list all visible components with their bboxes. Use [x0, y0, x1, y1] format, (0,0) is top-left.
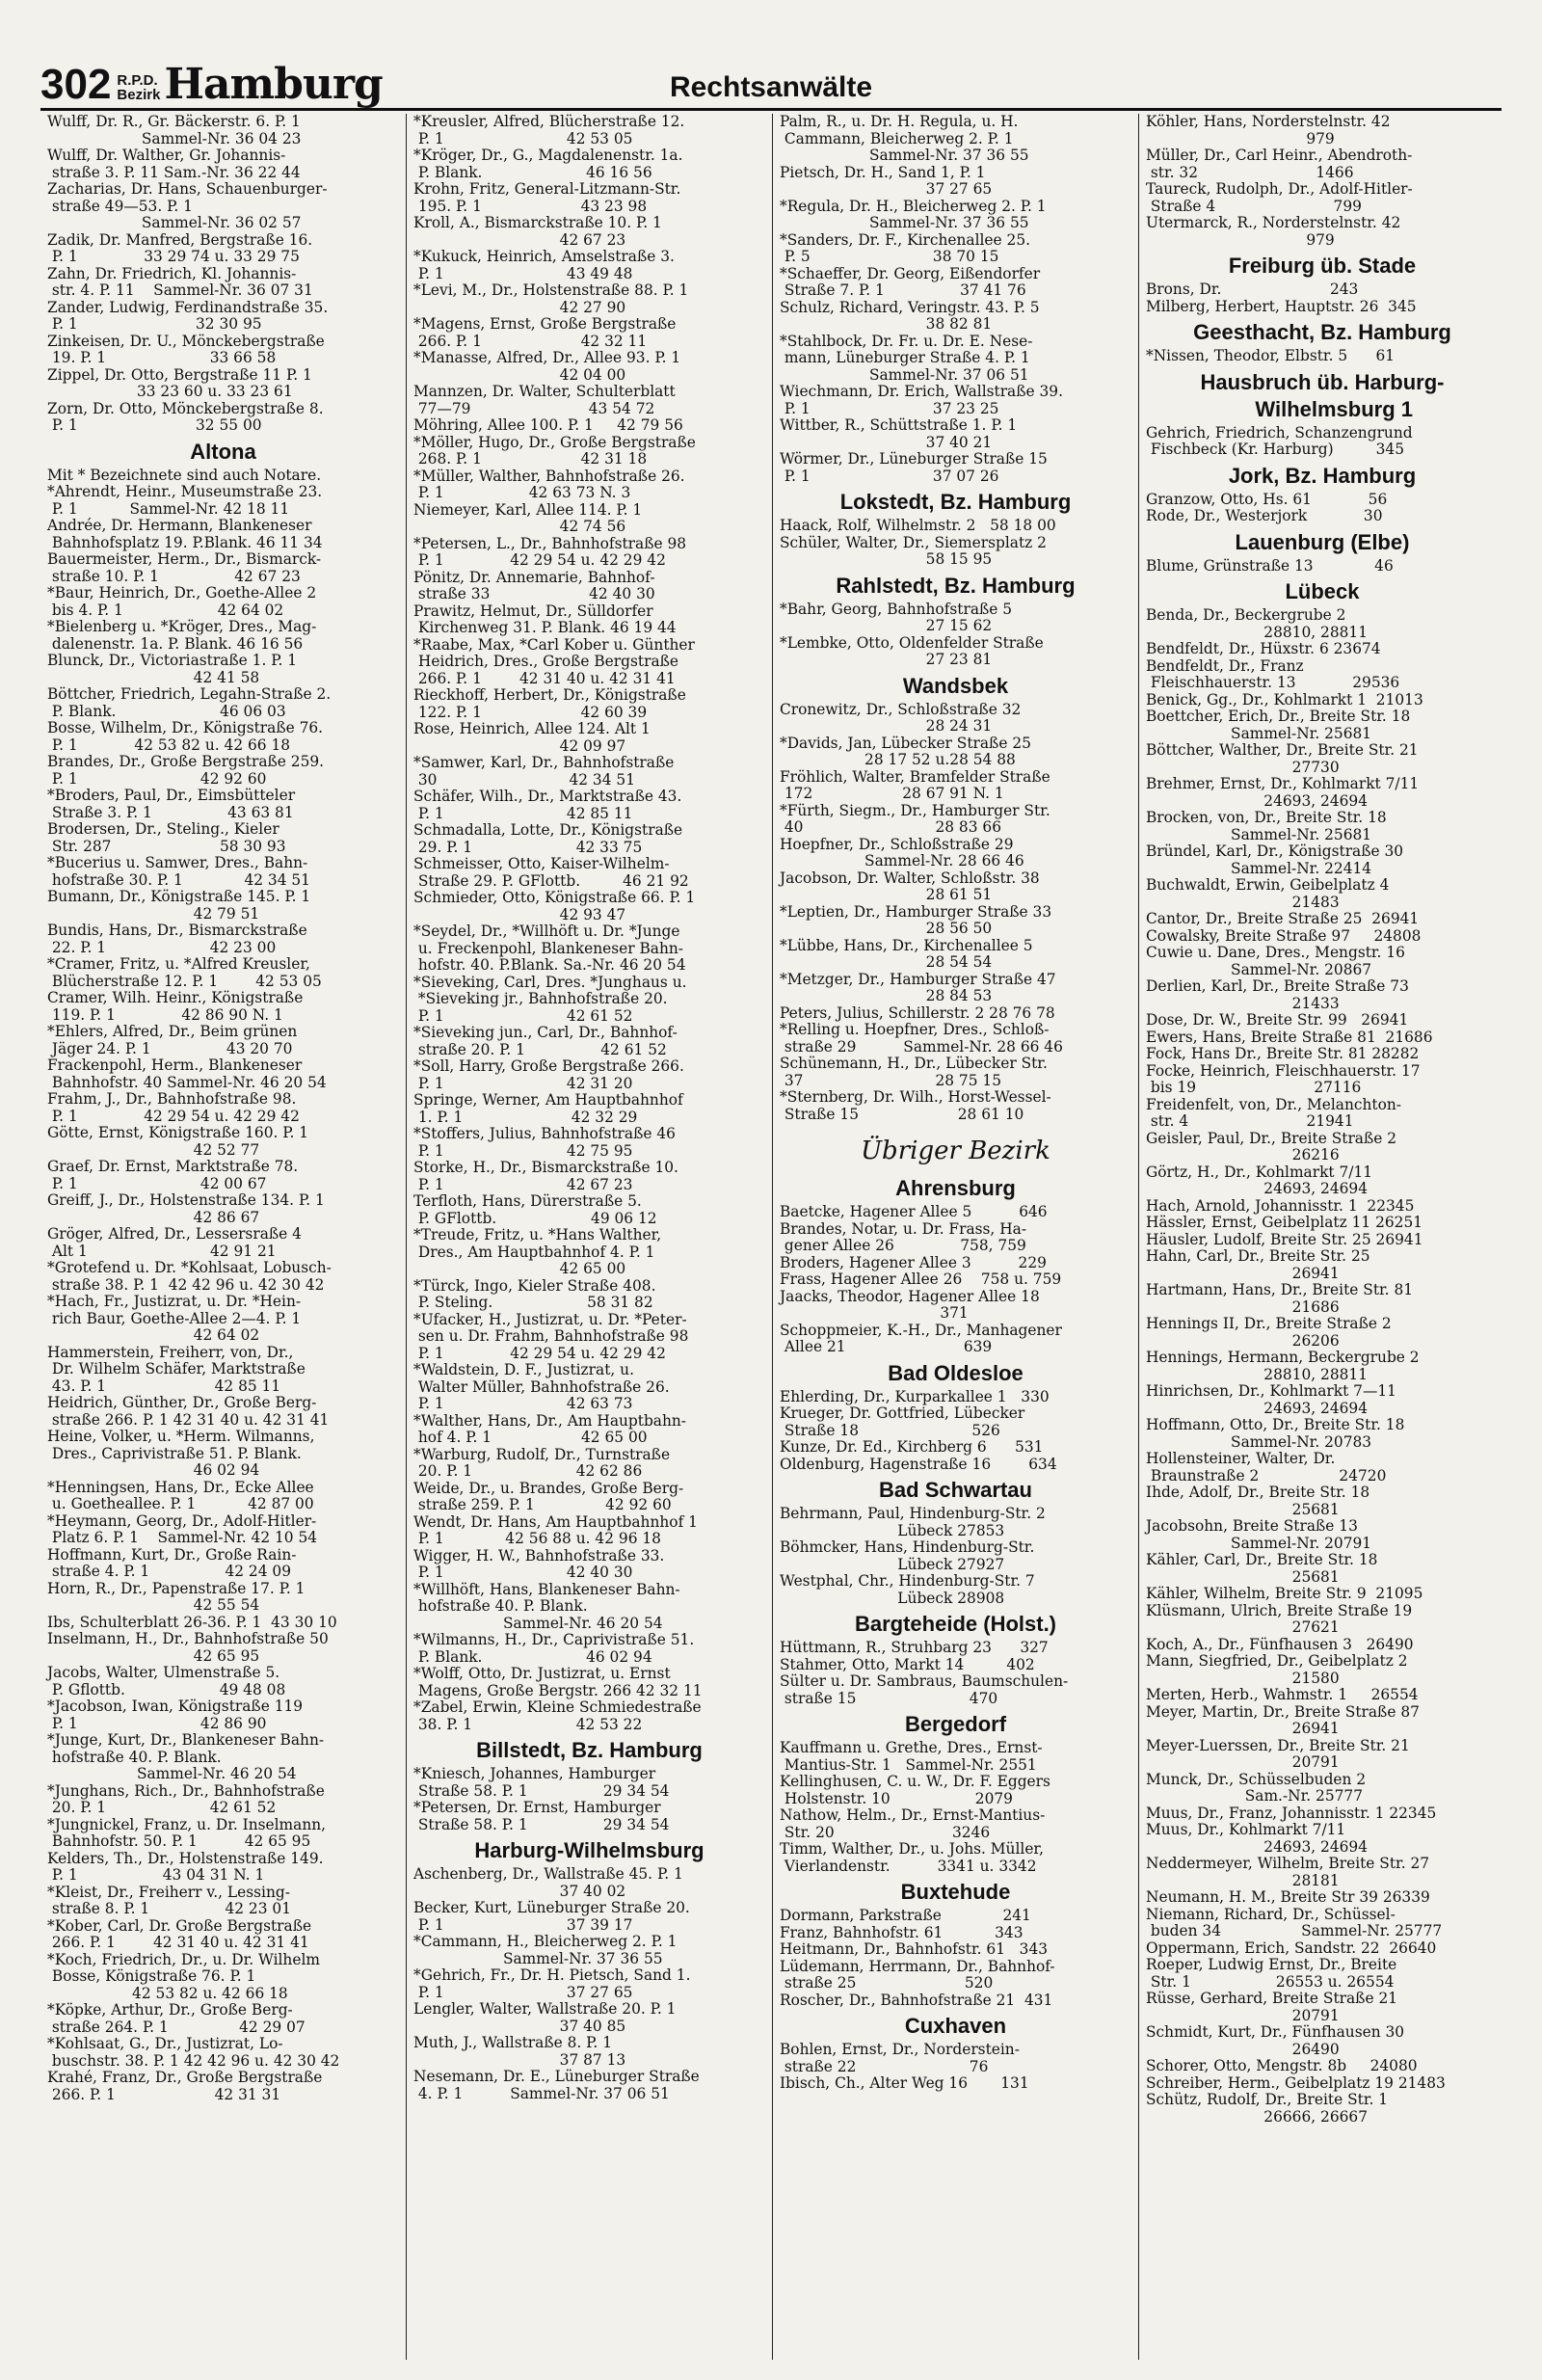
columns: [40, 114, 1505, 2360]
directory-entry: Häusler, Ludolf, Breite Str. 25 26941: [1146, 1230, 1423, 1248]
directory-entry: *Petersen, Dr. Ernst, Hamburger Straße 58. P. 1 29 34 54: [413, 1799, 670, 1833]
directory-entry: Böttcher, Friedrich, Legahn-Straße 2. P. Blank. 46 06 03: [47, 685, 332, 720]
directory-entry: *Ehlers, Alfred, Dr., Beim grünen Jäger 24. P. 1 43 20 70: [47, 1023, 298, 1057]
directory-entry: Boettcher, Erich, Dr., Breite Str. 18 Sammel-Nr. 25681: [1146, 708, 1411, 742]
place-heading: Lauenburg (Elbe): [1235, 529, 1410, 554]
directory-entry: Utermarck, R., Norderstelnstr. 42 979: [1146, 214, 1401, 249]
directory-entry: Greiff, J., Dr., Holstenstraße 134. P. 1 42 86 67: [47, 1191, 325, 1226]
section-title: Rechtsanwälte: [669, 71, 873, 103]
directory-entry: Cantor, Dr., Breite Straße 25 26941: [1146, 910, 1420, 927]
directory-entry: Dormann, Parkstraße 241: [780, 1907, 1031, 1924]
directory-entry: Kellinghusen, C. u. W., Dr. F. Eggers Holstenstr. 10 2079: [780, 1773, 1050, 1807]
directory-entry: Aschenberg, Dr., Wallstraße 45. P. 1 37 40 02: [413, 1865, 683, 1900]
directory-entry: *Wolff, Otto, Dr. Justizrat, u. Ernst Magens, Große Bergstr. 266 42 32 11: [413, 1665, 703, 1699]
directory-entry: *Kleist, Dr., Freiherr v., Lessing- straße 8. P. 1 42 23 01: [47, 1883, 291, 1917]
directory-entry: *Walther, Hans, Dr., Am Hauptbahn- hof 4. P. 1 42 65 00: [413, 1411, 687, 1446]
directory-entry: Schreiber, Herm., Geibelplatz 19 21483: [1146, 2073, 1446, 2092]
directory-entry: *Grotefend u. Dr. *Kohlsaat, Lobusch- straße 38. P. 1 42 42 96 u. 42 30 42: [47, 1259, 332, 1294]
directory-entry: Inselmann, H., Dr., Bahnhofstraße 50 42 65 95: [47, 1630, 329, 1665]
directory-entry: Palm, R., u. Dr. H. Regula, u. H. Cammann, Bleicherweg 2. P. 1 Sammel-Nr. 37 36 55: [780, 114, 1029, 164]
directory-entry: Peters, Julius, Schillerstr. 2 28 76 78: [780, 1003, 1055, 1022]
place-heading: Ahrensburg: [895, 1176, 1016, 1200]
page-number: 302: [40, 61, 112, 108]
place-heading: Geesthacht, Bz. Hamburg: [1193, 320, 1451, 344]
directory-entry: Westphal, Chr., Hindenburg-Str. 7 Lübeck 28908: [780, 1572, 1035, 1607]
directory-entry: Lüdemann, Herrmann, Dr., Bahnhof- straße 25 520: [780, 1957, 1055, 1992]
directory-entry: Freidenfelt, von, Dr., Melanchton- str. 4 21941: [1146, 1095, 1401, 1130]
directory-entry: Brandes, Notar, u. Dr. Frass, Ha- gener Allee 26 758, 759: [780, 1219, 1027, 1254]
directory-entry: Hinrichsen, Dr., Kohlmarkt 7—11 24693, 24694: [1146, 1382, 1396, 1417]
directory-entry: *Metzger, Dr., Hamburger Straße 47 28 84 53: [780, 970, 1056, 1004]
directory-entry: Krohn, Fritz, General-Litzmann-Str. 195. P. 1 43 23 98: [413, 180, 681, 215]
directory-entry: Brodersen, Dr., Steling., Kieler Str. 287 58 30 93: [47, 820, 286, 855]
directory-entry: Schütz, Rudolf, Dr., Breite Str. 1 26666, 26667: [1146, 2091, 1389, 2126]
directory-entry: Rose, Heinrich, Allee 124. Alt 1 42 09 97: [413, 720, 651, 755]
directory-entry: Cuwie u. Dane, Dres., Mengstr. 16 Sammel-Nr. 20867: [1146, 944, 1405, 978]
directory-entry: Hässler, Ernst, Geibelplatz 11 26251: [1146, 1214, 1423, 1231]
directory-entry: *Junge, Kurt, Dr., Blankeneser Bahn- hofstraße 40. P. Blank. Sammel-Nr. 46 20 54: [47, 1731, 325, 1782]
directory-entry: Koch, A., Dr., Fünfhausen 3 26490: [1146, 1635, 1414, 1653]
directory-entry: Jaacks, Theodor, Hagener Allee 18 371: [780, 1287, 1040, 1322]
directory-entry: *Henningsen, Hans, Dr., Ecke Allee u. Goetheallee. P. 1 42 87 00: [47, 1478, 314, 1512]
directory-entry: Heitmann, Dr., Bahnhofstr. 61 343: [780, 1940, 1049, 1958]
directory-entry: Oppermann, Erich, Sandstr. 22 26640: [1146, 1939, 1437, 1957]
directory-entry: *Jungnickel, Franz, u. Dr. Inselmann, Bahnhofstr. 50. P. 1 42 65 95: [47, 1815, 327, 1850]
directory-entry: Götte, Ernst, Königstraße 160. P. 1 42 52 77: [47, 1124, 309, 1159]
directory-entry: Frackenpohl, Herm., Blankeneser Bahnhofstr. 40 Sammel-Nr. 46 20 54: [47, 1056, 327, 1091]
directory-entry: *Manasse, Alfred, Dr., Allee 93. P. 1 42 04 00: [413, 349, 681, 384]
directory-entry: Sülter u. Dr. Sambraus, Baumschulen- straße 15 470: [780, 1672, 1069, 1707]
directory-entry: Rode, Dr., Westerjork 30: [1146, 507, 1383, 524]
directory-entry: Müller, Dr., Carl Heinr., Abendroth- str. 32 1466: [1146, 147, 1413, 181]
place-heading: Freiburg üb. Stade: [1228, 254, 1417, 278]
directory-entry: Frass, Hagener Allee 26 758 u. 759: [780, 1270, 1062, 1288]
directory-entry: Benda, Dr., Beckergrube 2 28810, 28811: [1146, 606, 1369, 641]
directory-entry: *Türck, Ingo, Kieler Straße 408. P. Steling. 58 31 82: [413, 1276, 656, 1311]
directory-entry: Weide, Dr., u. Brandes, Große Berg- straße 259. P. 1 42 92 60: [413, 1479, 684, 1513]
directory-entry: Benick, Gg., Dr., Kohlmarkt 1 21013: [1146, 690, 1423, 709]
bezirk-label: Bezirk: [117, 87, 161, 104]
directory-entry: Schorer, Otto, Mengstr. 8b 24080: [1146, 2057, 1418, 2074]
directory-entry: Neddermeyer, Wilhelm, Breite Str. 27 28181: [1146, 1855, 1430, 1889]
directory-entry: Wörmer, Dr., Lüneburger Straße 15 P. 1 37 07 26: [780, 450, 1048, 485]
directory-entry: Rieckhoff, Herbert, Dr., Königstraße 122. P. 1 42 60 39: [413, 686, 686, 721]
directory-entry: Roscher, Dr., Bahnhofstraße 21 431: [780, 1991, 1053, 2009]
directory-entry: Heine, Volker, u. *Herm. Wilmanns, Dres., Caprivistraße 51. P. Blank. 46 02 94: [47, 1428, 315, 1479]
directory-entry: Muus, Dr., Kohlmarkt 7/11 24693, 24694: [1146, 1821, 1369, 1856]
directory-entry: Bauermeister, Herm., Dr., Bismarck- straße 10. P. 1 42 67 23: [47, 550, 322, 585]
directory-entry: Fröhlich, Walter, Bramfelder Straße 172 28 67 91 N. 1: [780, 767, 1050, 802]
directory-entry: Wendt, Dr. Hans, Am Hauptbahnhof 1 P. 1 42 56 88 u. 42 96 18: [413, 1512, 698, 1547]
directory-entry: Wigger, H. W., Bahnhofstraße 33. P. 1 42 40 30: [413, 1546, 665, 1581]
directory-entry: Stahmer, Otto, Markt 14 402: [780, 1655, 1035, 1673]
directory-entry: Hoffmann, Kurt, Dr., Große Rain- straße 4. P. 1 42 24 09: [47, 1545, 297, 1580]
place-heading: Lübeck: [1285, 579, 1360, 603]
directory-entry: *Leptien, Dr., Hamburger Straße 33 28 56 50: [780, 902, 1052, 937]
directory-entry: Schüler, Walter, Dr., Siemersplatz 2 58 15 95: [780, 533, 1047, 568]
directory-entry: Zinkeisen, Dr. U., Mönckebergstraße 19. P. 1 33 66 58: [47, 332, 325, 366]
column-2: [407, 114, 773, 2360]
directory-entry: Geisler, Paul, Dr., Breite Straße 2 26216: [1146, 1129, 1397, 1163]
directory-entry: Kunze, Dr. Ed., Kirchberg 6 531: [780, 1438, 1044, 1456]
directory-entry: Lengler, Walter, Wallstraße 20. P. 1 37 40 85: [413, 2000, 677, 2035]
directory-entry: Schmidt, Kurt, Dr., Fünfhausen 30 26490: [1146, 2023, 1405, 2058]
directory-entry: Jacobsohn, Breite Straße 13 Sammel-Nr. 20791: [1146, 1517, 1372, 1552]
directory-entry: *Seydel, Dr., *Willhöft u. Dr. *Junge u. Freckenpohl, Blankeneser Bahn- hofstr. 40. P.Blank. Sa.-Nr. 46 20 54: [413, 923, 686, 974]
place-heading: Lokstedt, Bz. Hamburg: [839, 490, 1072, 514]
column-4: [1139, 114, 1505, 2360]
directory-entry: Dose, Dr. W., Breite Str. 99 26941: [1146, 1011, 1409, 1029]
directory-entry: Kelders, Th., Dr., Holstenstraße 149. P. 1 43 04 31 N. 1: [47, 1849, 324, 1884]
directory-entry: Gröger, Alfred, Dr., Lessersraße 4 Alt 1 42 91 21: [47, 1225, 302, 1260]
directory-entry: Nesemann, Dr. E., Lüneburger Straße 4. P. 1 Sammel-Nr. 37 06 51: [413, 2068, 700, 2102]
place-heading: Bargteheide (Holst.): [854, 1612, 1057, 1636]
directory-entry: Niemann, Richard, Dr., Schüssel- buden 34 Sammel-Nr. 25777: [1146, 1905, 1443, 1939]
directory-entry: Hennings, Hermann, Beckergrube 2 28810, 28811: [1146, 1349, 1420, 1383]
directory-entry: Milberg, Herbert, Hauptstr. 26 345: [1146, 297, 1417, 315]
directory-entry: Muth, J., Wallstraße 8. P. 1 37 87 13: [413, 2034, 626, 2069]
directory-entry: *Stahlbock, Dr. Fr. u. Dr. E. Nese- mann, Lüneburger Straße 4. P. 1 Sammel-Nr. 37 06 51: [780, 332, 1033, 384]
directory-entry: *Heymann, Georg, Dr., Adolf-Hitler- Platz 6. P. 1 Sammel-Nr. 42 10 54: [47, 1511, 318, 1546]
directory-entry: *Sieveking, Carl, Dres. *Junghaus u. *Sieveking jr., Bahnhofstraße 20. P. 1 42 61 52: [413, 973, 687, 1025]
directory-entry: Broders, Hagener Allee 3 229: [780, 1253, 1047, 1271]
directory-entry: Niemeyer, Karl, Allee 114. P. 1 42 74 56: [413, 500, 643, 535]
directory-entry: *Petersen, L., Dr., Bahnhofstraße 98 P. 1 42 29 54 u. 42 29 42: [413, 534, 687, 569]
place-heading: Buxtehude: [900, 1880, 1011, 1904]
header-rule: [40, 108, 1502, 111]
directory-entry: Behrmann, Paul, Hindenburg-Str. 2 Lübeck 27853: [780, 1505, 1046, 1539]
directory-entry: Krahé, Franz, Dr., Große Bergstraße 266. P. 1 42 31 31: [47, 2069, 323, 2103]
directory-entry: *Müller, Walther, Bahnhofstraße 26. P. 1 42 63 73 N. 3: [413, 467, 685, 501]
directory-entry: Heidrich, Günther, Dr., Große Berg- straße 266. P. 1 42 31 40 u. 42 31 41: [47, 1394, 330, 1429]
directory-entry: Mann, Siegfried, Dr., Geibelplatz 2 21580: [1146, 1652, 1408, 1687]
directory-entry: *Treude, Fritz, u. *Hans Walther, Dres., Am Hauptbahnhof 4. P. 1 42 65 00: [413, 1226, 662, 1277]
directory-entry: Ibisch, Ch., Alter Weg 16 131: [780, 2074, 1029, 2092]
place-heading: Cuxhaven: [904, 2014, 1007, 2038]
directory-entry: *Davids, Jan, Lübecker Straße 25 28 17 52 u.28 54 88: [780, 734, 1031, 768]
directory-entry: Haack, Rolf, Wilhelmstr. 2 58 18 00: [780, 517, 1056, 534]
directory-entry: *Kniesch, Johannes, Hamburger Straße 58. P. 1 29 34 54: [413, 1765, 670, 1800]
directory-entry: Klüsmann, Ulrich, Breite Straße 19 27621: [1146, 1601, 1413, 1636]
directory-entry: *Soll, Harry, Große Bergstraße 266. P. 1 42 31 20: [413, 1057, 684, 1092]
directory-entry: Meyer-Luerssen, Dr., Breite Str. 21 20791: [1146, 1736, 1410, 1771]
rpd-label: R.P.D.: [117, 71, 158, 89]
directory-entry: Ewers, Hans, Breite Straße 81 21686: [1146, 1028, 1433, 1046]
directory-entry: *Relling u. Hoepfner, Dres., Schloß- straße 29 Sammel-Nr. 28 66 46: [780, 1021, 1063, 1056]
directory-entry: Granzow, Otto, Hs. 61 56: [1146, 490, 1388, 508]
directory-entry: Fock, Hans Dr., Breite Str. 81 28282: [1146, 1045, 1420, 1062]
directory-entry: Brehmer, Ernst, Dr., Kohlmarkt 7/11 24693, 24694: [1146, 775, 1420, 810]
place-heading: Bergedorf: [904, 1712, 1007, 1736]
directory-entry: Kähler, Carl, Dr., Breite Str. 18 25681: [1146, 1551, 1378, 1586]
directory-entry: Ibs, Schulterblatt 26-36. P. 1 43 30 10: [47, 1613, 337, 1631]
directory-entry: *Möller, Hugo, Dr., Große Bergstraße 268. P. 1 42 31 18: [413, 433, 696, 468]
place-heading: Rahlstedt, Bz. Hamburg: [836, 573, 1076, 598]
directory-entry: Blume, Grünstraße 13 46: [1146, 556, 1394, 575]
directory-entry: *Bahr, Georg, Bahnhofstraße 5 27 15 62: [780, 600, 1013, 634]
directory-entry: Prawitz, Helmut, Dr., Sülldorfer Kirchenweg 31. P. Blank. 46 19 44: [413, 602, 677, 636]
directory-entry: *Samwer, Karl, Dr., Bahnhofstraße 30 42 34 51: [413, 754, 675, 789]
directory-entry: Wiechmann, Dr. Erich, Wallstraße 39. P. 1 37 23 25: [780, 383, 1063, 417]
directory-entry: *Broders, Paul, Dr., Eimsbütteler Straße 3. P. 1 43 63 81: [47, 787, 296, 821]
directory-entry: *Schaeffer, Dr. Georg, Eißendorfer Straße 7. P. 1 37 41 76: [780, 264, 1041, 299]
directory-entry: *Hach, Fr., Justizrat, u. Dr. *Hein- rich Baur, Goethe-Allee 2—4. P. 1 42 64 02: [47, 1293, 302, 1344]
directory-entry: Bendfeldt, Dr., Franz Fleischhauerstr. 13 29536: [1146, 656, 1400, 691]
directory-entry: Hahn, Carl, Dr., Breite Str. 25 26941: [1146, 1247, 1370, 1282]
directory-entry: *Bucerius u. Samwer, Dres., Bahn- hofstraße 30. P. 1 42 34 51: [47, 854, 310, 889]
directory-entry: Roeper, Ludwig Ernst, Dr., Breite Str. 1 26553 u. 26554: [1146, 1956, 1397, 1991]
directory-entry: *Sanders, Dr. F., Kirchenallee 25. P. 5 38 70 15: [780, 230, 1031, 265]
directory-entry: Taureck, Rudolph, Dr., Adolf-Hitler- Straße 4 799: [1146, 180, 1413, 215]
directory-entry: Ihde, Adolf, Dr., Breite Str. 18 25681: [1146, 1484, 1370, 1518]
directory-entry: *Sieveking jun., Carl, Dr., Bahnhof- straße 20. P. 1 42 61 52: [413, 1024, 678, 1058]
directory-entry: *Kober, Carl, Dr. Große Bergstraße 266. P. 1 42 31 40 u. 42 31 41: [47, 1916, 312, 1951]
directory-entry: Schmadalla, Lotte, Dr., Königstraße 29. P. 1 42 33 75: [413, 821, 683, 856]
directory-entry: Hartmann, Hans, Dr., Breite Str. 81 21686: [1146, 1281, 1414, 1316]
directory-entry: Pietsch, Dr. H., Sand 1, P. 1 37 27 65: [780, 163, 993, 198]
directory-entry: *Zabel, Erwin, Kleine Schmiedestraße 38. P. 1 42 53 22: [413, 1698, 702, 1733]
directory-entry: Timm, Walther, Dr., u. Johs. Müller, Vierlandenstr. 3341 u. 3342: [780, 1840, 1044, 1875]
directory-entry: Böttcher, Walther, Dr., Breite Str. 21 27730: [1146, 741, 1419, 776]
directory-entry: *Gehrich, Fr., Dr. H. Pietsch, Sand 1. P. 1 37 27 65: [413, 1966, 691, 2001]
directory-entry: Zippel, Dr. Otto, Bergstraße 11 P. 1 33 23 60 u. 33 23 61: [47, 365, 312, 400]
directory-entry: *Magens, Ernst, Große Bergstraße 266. P. 1 42 32 11: [413, 315, 677, 350]
directory-entry: *Wilmanns, H., Dr., Caprivistraße 51. P. Blank. 46 02 94: [413, 1631, 695, 1666]
directory-entry: Focke, Heinrich, Fleischhauerstr. 17 bis 19 27116: [1146, 1061, 1421, 1096]
directory-entry: Cramer, Wilh. Heinr., Königstraße 119. P. 1 42 86 90 N. 1: [47, 989, 304, 1024]
directory-entry: Zander, Ludwig, Ferdinandstraße 35. P. 1 32 30 95: [47, 298, 329, 333]
directory-entry: Baetcke, Hagener Allee 5 646: [780, 1203, 1048, 1220]
directory-entry: Andrée, Dr. Hermann, Blankeneser Bahnhofsplatz 19. P.Blank. 46 11 34: [47, 517, 323, 551]
directory-entry: Bendfeldt, Dr., Hüxstr. 6 23674: [1146, 640, 1381, 657]
directory-entry: Kroll, A., Bismarckstraße 10. P. 1 42 67 23: [413, 214, 662, 249]
directory-entry: *Warburg, Rudolf, Dr., Turnstraße 20. P. 1 42 62 86: [413, 1445, 671, 1480]
directory-entry: Kauffmann u. Grethe, Dres., Ernst- Mantius-Str. 1 Sammel-Nr. 2551: [780, 1739, 1043, 1774]
directory-entry: Terfloth, Hans, Dürerstraße 5. P. GFlottb. 49 06 12: [413, 1192, 657, 1227]
directory-entry: Wulff, Dr. R., Gr. Bäckerstr. 6. P. 1 Sammel-Nr. 36 04 23: [47, 114, 302, 147]
directory-entry: Jacobson, Dr. Walter, Schloßstr. 38 28 61 51: [780, 869, 1040, 903]
directory-entry: *Waldstein, D. F., Justizrat, u. Walter Müller, Bahnhofstraße 26. P. 1 42 63 73: [413, 1361, 670, 1412]
directory-entry: Hüttmann, R., Struhbarg 23 327: [780, 1639, 1049, 1656]
directory-entry: Hollensteiner, Walter, Dr. Braunstraße 2 24720: [1146, 1450, 1387, 1484]
directory-entry: Zorn, Dr. Otto, Mönckebergstraße 8. P. 1 32 55 00: [47, 399, 324, 434]
column-1: [40, 114, 407, 2360]
directory-entry: Schulz, Richard, Veringstr. 43. P. 5 38 82 81: [780, 298, 1040, 333]
directory-entry: Brons, Dr. 243: [1146, 281, 1359, 298]
directory-entry: Munck, Dr., Schüsselbuden 2 Sam.-Nr. 25777: [1146, 1770, 1367, 1805]
place-heading: Übriger Bezirk: [861, 1137, 1050, 1165]
directory-entry: Wittber, R., Schüttstraße 1. P. 1 37 40 21: [780, 416, 1018, 451]
place-heading: Hausbruch üb. Harburg- Wilhelmsburg 1: [1200, 369, 1445, 421]
note: Mit * Bezeichnete sind auch Notare.: [47, 466, 322, 484]
directory-entry: Bumann, Dr., Königstraße 145. P. 1 42 79 51: [47, 888, 311, 923]
directory-entry: Möhring, Allee 100. P. 1 42 79 56: [413, 416, 683, 434]
directory-entry: *Fürth, Siegm., Dr., Hamburger Str. 40 28 83 66: [780, 801, 1050, 836]
directory-entry: Bundis, Hans, Dr., Bismarckstraße 22. P. 1 42 23 00: [47, 922, 307, 956]
directory-entry: *Cammann, H., Bleicherweg 2. P. 1 Sammel-Nr. 37 36 55: [413, 1933, 678, 1967]
directory-entry: Horn, R., Dr., Papenstraße 17. P. 1 42 55 54: [47, 1579, 306, 1614]
directory-entry: *Lembke, Otto, Oldenfelder Straße 27 23 81: [780, 633, 1044, 668]
directory-entry: Bründel, Karl, Dr., Königstraße 30 Sammel-Nr. 22414: [1146, 842, 1404, 877]
directory-entry: Muus, Dr., Franz, Johannisstr. 1 22345: [1146, 1804, 1437, 1822]
page-header: [40, 60, 1502, 109]
directory-entry: Schmeisser, Otto, Kaiser-Wilhelm- Straße 29. P. GFlottb. 46 21 92: [413, 855, 689, 890]
directory-entry: Hoffmann, Otto, Dr., Breite Str. 18 Sammel-Nr. 20783: [1146, 1416, 1405, 1451]
city-title: Hamburg: [164, 60, 383, 109]
place-heading: Altona: [190, 439, 256, 464]
directory-entry: Pönitz, Dr. Annemarie, Bahnhof- straße 33 42 40 30: [413, 568, 655, 602]
directory-entry: *Raabe, Max, *Carl Kober u. Günther Heidrich, Dres., Große Bergstraße 266. P. 1 42 31 40 u. 42 31 41: [413, 635, 695, 687]
directory-entry: Schäfer, Wilh., Dr., Marktstraße 43. P. 1 42 85 11: [413, 788, 682, 822]
directory-entry: Hennings II, Dr., Breite Straße 2 26206: [1146, 1315, 1392, 1350]
directory-entry: *Bielenberg u. *Kröger, Dres., Mag- dalenenstr. 1a. P. Blank. 46 16 56: [47, 618, 317, 653]
directory-entry: Derlien, Karl, Dr., Breite Straße 73 21433: [1146, 977, 1409, 1012]
directory-entry: Storke, H., Dr., Bismarckstraße 10. P. 1 42 67 23: [413, 1159, 678, 1193]
directory-entry: *Stoffers, Julius, Bahnhofstraße 46 P. 1 42 75 95: [413, 1125, 676, 1160]
directory-entry: Schoppmeier, K.-H., Dr., Manhagener Allee 21 639: [780, 1321, 1062, 1355]
directory-entry: *Jacobson, Iwan, Königstraße 119 P. 1 42 86 90: [47, 1698, 304, 1732]
directory-entry: *Kröger, Dr., G., Magdalenenstr. 1a. P. Blank. 46 16 56: [413, 147, 683, 181]
directory-entry: Kähler, Wilhelm, Breite Str. 9 21095: [1146, 1585, 1423, 1602]
directory-entry: Bohlen, Ernst, Dr., Norderstein- straße 22 76: [780, 2041, 1020, 2075]
place-heading: Bad Oldesloe: [888, 1360, 1024, 1385]
directory-entry: Jacobs, Walter, Ulmenstraße 5. P. Gflottb. 49 48 08: [47, 1664, 286, 1698]
directory-entry: Ehlerding, Dr., Kurparkallee 1 330: [780, 1387, 1050, 1405]
directory-entry: Buchwaldt, Erwin, Geibelplatz 4 21483: [1146, 876, 1390, 911]
directory-entry: Graef, Dr. Ernst, Marktstraße 78. P. 1 42 00 67: [47, 1158, 299, 1192]
directory-entry: Köhler, Hans, Norderstelnstr. 42 979: [1146, 114, 1391, 147]
directory-entry: Mannzen, Dr. Walter, Schulterblatt 77—79 43 54 72: [413, 383, 676, 417]
directory-entry: Zahn, Dr. Friedrich, Kl. Johannis- str. 4. P. 11 Sammel-Nr. 36 07 31: [47, 264, 313, 299]
place-heading: Bad Schwartau: [879, 1478, 1032, 1502]
directory-entry: Becker, Kurt, Lüneburger Straße 20. P. 1 37 39 17: [413, 1899, 690, 1934]
directory-entry: Brocken, von, Dr., Breite Str. 18 Sammel-Nr. 25681: [1146, 809, 1387, 843]
place-heading: Billstedt, Bz. Hamburg: [476, 1738, 703, 1762]
directory-entry: *Ufacker, H., Justizrat, u. Dr. *Peter- sen u. Dr. Frahm, Bahnhofstraße 98 P. 1 42 29 54 u. 42 29 42: [413, 1310, 689, 1362]
directory-entry: *Ahrendt, Heinr., Museumstraße 23. P. 1 Sammel-Nr. 42 18 11: [47, 483, 323, 518]
directory-entry: Cronewitz, Dr., Schloßstraße 32 28 24 31: [780, 700, 1022, 735]
directory-entry: Hoepfner, Dr., Schloßstraße 29 Sammel-Nr. 28 66 46: [780, 835, 1024, 869]
directory-entry: Frahm, J., Dr., Bahnhofstraße 98. P. 1 42 29 54 u. 42 29 42: [47, 1090, 300, 1125]
directory-entry: Zacharias, Dr. Hans, Schauenburger- straße 49—53. P. 1 Sammel-Nr. 36 02 57: [47, 180, 328, 231]
directory-entry: Wulff, Dr. Walther, Gr. Johannis- straße 3. P. 11 Sam.-Nr. 36 22 44: [47, 147, 301, 181]
column-3: [773, 114, 1139, 2360]
directory-entry: Hach, Arnold, Johannisstr. 1 22345: [1146, 1196, 1415, 1215]
directory-entry: Meyer, Martin, Dr., Breite Straße 87 26941: [1146, 1702, 1420, 1737]
directory-entry: *Kohlsaat, G., Dr., Justizrat, Lo- buschstr. 38. P. 1 42 42 96 u. 42 30 42: [47, 2035, 340, 2070]
directory-entry: *Sternberg, Dr. Wilh., Horst-Wessel- Straße 15 28 61 10: [780, 1088, 1051, 1123]
directory-entry: Franz, Bahnhofstr. 61 343: [780, 1923, 1024, 1941]
directory-entry: Krueger, Dr. Gottfried, Lübecker Straße 18 526: [780, 1404, 1025, 1439]
directory-entry: *Regula, Dr. H., Bleicherweg 2. P. 1 Sammel-Nr. 37 36 55: [780, 197, 1047, 231]
directory-entry: Schmieder, Otto, Königstraße 66. P. 1 42 93 47: [413, 889, 696, 923]
directory-entry: Blunck, Dr., Victoriastraße 1. P. 1 42 41 58: [47, 652, 298, 686]
place-heading: Harburg-Wilhelmsburg: [474, 1838, 705, 1862]
directory-entry: *Kreusler, Alfred, Blücherstraße 12. P. 1 42 53 05: [413, 114, 685, 147]
directory-entry: Oldenburg, Hagenstraße 16 634: [780, 1455, 1057, 1473]
directory-entry: Görtz, H., Dr., Kohlmarkt 7/11 24693, 24694: [1146, 1163, 1373, 1197]
directory-entry: Brandes, Dr., Große Bergstraße 259. P. 1 42 92 60: [47, 753, 325, 788]
directory-entry: Cowalsky, Breite Straße 97 24808: [1146, 926, 1422, 945]
directory-entry: Schünemann, H., Dr., Lübecker Str. 37 28 75 15: [780, 1055, 1048, 1089]
directory-entry: Hammerstein, Freiherr, von, Dr., Dr. Wilhelm Schäfer, Marktstraße 43. P. 1 42 85 11: [47, 1343, 306, 1395]
directory-entry: *Baur, Heinrich, Dr., Goethe-Allee 2 bis 4. P. 1 42 64 02: [47, 584, 317, 619]
directory-entry: *Willhöft, Hans, Blankeneser Bahn- hofstraße 40. P. Blank. Sammel-Nr. 46 20 54: [413, 1580, 680, 1632]
directory-entry: *Kukuck, Heinrich, Amselstraße 3. P. 1 43 49 48: [413, 248, 675, 282]
directory-entry: Rüsse, Gerhard, Breite Straße 21 20791: [1146, 1990, 1398, 2024]
directory-entry: Springe, Werner, Am Hauptbahnhof 1. P. 1 42 32 29: [413, 1091, 683, 1126]
directory-entry: Zadik, Dr. Manfred, Bergstraße 16. P. 1 33 29 74 u. 33 29 75: [47, 230, 313, 265]
directory-entry: *Cramer, Fritz, u. *Alfred Kreusler, Blücherstraße 12. P. 1 42 53 05: [47, 955, 322, 990]
directory-entry: *Levi, M., Dr., Holstenstraße 88. P. 1 42 27 90: [413, 281, 689, 316]
directory-entry: Neumann, H. M., Breite Str 39 26339: [1146, 1888, 1430, 1906]
place-heading: Wandsbek: [902, 673, 1009, 698]
directory-entry: *Lübbe, Hans, Dr., Kirchenallee 5 28 54 54: [780, 936, 1033, 971]
directory-entry: Gehrich, Friedrich, Schanzengrund Fischbeck (Kr. Harburg) 345: [1146, 423, 1413, 458]
directory-entry: Bosse, Wilhelm, Dr., Königstraße 76. P. 1 42 53 82 u. 42 66 18: [47, 719, 324, 754]
directory-entry: Merten, Herb., Wahmstr. 1 26554: [1146, 1686, 1419, 1703]
directory-entry: *Koch, Friedrich, Dr., u. Dr. Wilhelm Bosse, Königstraße 76. P. 1 42 53 82 u. 42 66 18: [47, 1950, 320, 2002]
directory-entry: Nathow, Helm., Dr., Ernst-Mantius- Str. 20 3246: [780, 1806, 1046, 1841]
place-heading: Jork, Bz. Hamburg: [1228, 463, 1417, 488]
directory-entry: Böhmcker, Hans, Hindenburg-Str. Lübeck 27927: [780, 1538, 1035, 1573]
directory-entry: *Nissen, Theodor, Elbstr. 5 61: [1146, 347, 1396, 364]
directory-entry: *Köpke, Arthur, Dr., Große Berg- straße 264. P. 1 42 29 07: [47, 2001, 306, 2036]
directory-entry: *Junghans, Rich., Dr., Bahnhofstraße 20. P. 1 42 61 52: [47, 1781, 325, 1816]
